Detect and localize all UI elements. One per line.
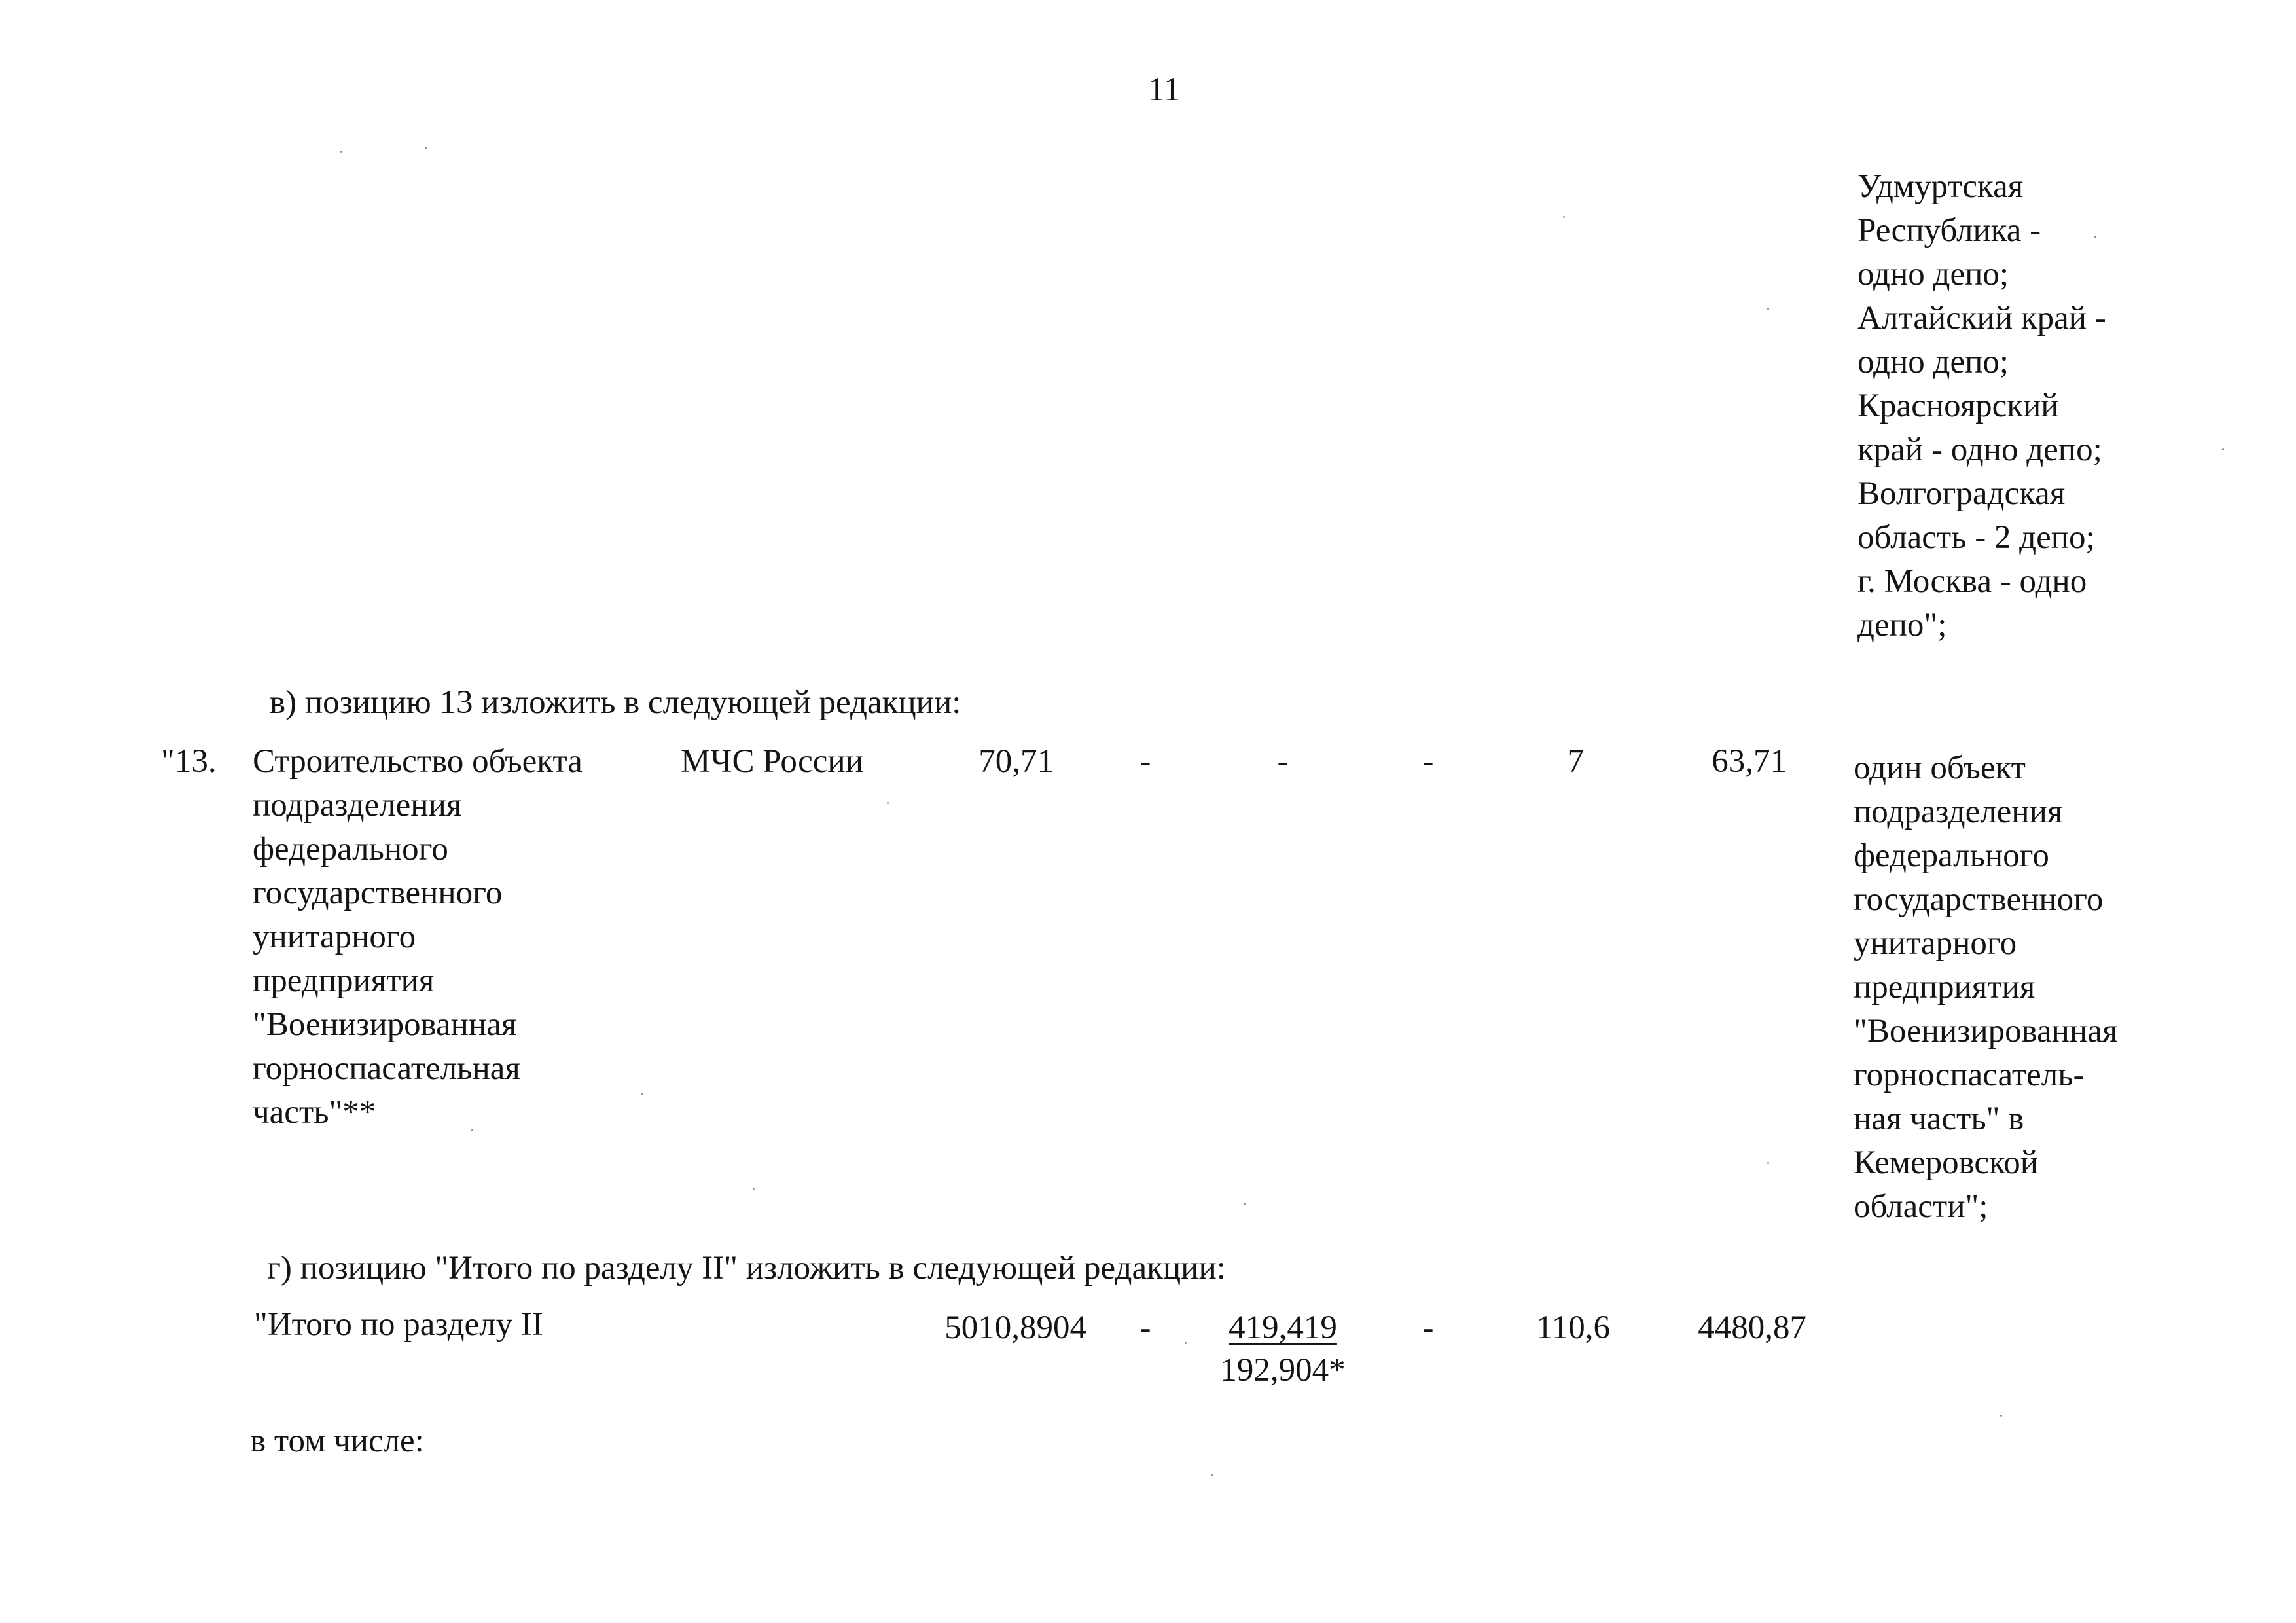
instruction-g: г) позицию "Итого по разделу II" изложить в следующей редакции:: [267, 1250, 1226, 1286]
total-label: "Итого по разделу II: [254, 1306, 543, 1343]
position-name-line: унитарного: [253, 919, 416, 955]
scan-speck: [471, 1129, 473, 1131]
scan-speck: [1185, 1342, 1187, 1344]
position-name-line: предприятия: [253, 962, 435, 999]
position-name-line: горноспасательная: [253, 1050, 520, 1087]
position-result-line: подразделения: [1854, 793, 2063, 830]
position-name-line: федерального: [253, 831, 448, 867]
position-result-line: "Военизированная: [1854, 1013, 2118, 1049]
continuation-line: Красноярский: [1857, 388, 2059, 424]
continuation-line: одно депо;: [1857, 344, 2009, 380]
scan-speck: [887, 802, 889, 804]
scan-speck: [641, 1093, 643, 1095]
scan-speck: [2000, 1415, 2002, 1417]
total-col3-note: 192,904*: [1220, 1352, 1346, 1389]
continuation-line: Волгоградская: [1857, 475, 2066, 512]
position-result-line: горноспасатель-: [1854, 1057, 2085, 1093]
total-value: 5010,8904: [944, 1309, 1086, 1346]
scan-speck: [2094, 236, 2096, 238]
total-col3-main: 419,419: [1229, 1309, 1337, 1346]
position-col4: -: [1422, 743, 1434, 780]
position-result-line: ная часть" в: [1854, 1101, 2024, 1137]
continuation-line: область - 2 депо;: [1857, 519, 2095, 556]
position-col2: -: [1139, 743, 1151, 780]
scan-speck: [1767, 1162, 1769, 1164]
continuation-line: край - одно депо;: [1857, 431, 2102, 468]
total-col6: 4480,87: [1698, 1309, 1806, 1346]
position-result-line: один объект: [1854, 750, 2026, 786]
scan-speck: [1563, 216, 1565, 218]
position-name-line: подразделения: [253, 787, 462, 824]
continuation-line: Удмуртская: [1857, 168, 2024, 205]
position-col5: 7: [1567, 743, 1584, 780]
position-total: 70,71: [978, 743, 1054, 780]
position-name-line: государственного: [253, 875, 503, 911]
continuation-line: депо";: [1857, 607, 1947, 644]
scan-speck: [1244, 1203, 1246, 1205]
position-result-line: унитарного: [1854, 925, 2017, 962]
position-number: "13.: [161, 743, 217, 780]
position-result-line: области";: [1854, 1188, 1988, 1225]
position-name-line: часть"**: [253, 1094, 376, 1131]
continuation-line: Республика -: [1857, 212, 2041, 249]
continuation-line: одно депо;: [1857, 256, 2009, 293]
position-result-line: федерального: [1854, 837, 2049, 874]
position-result-line: Кемеровской: [1854, 1144, 2039, 1181]
continuation-line: Алтайский край -: [1857, 300, 2106, 337]
instruction-v: в) позицию 13 изложить в следующей редакции:: [270, 684, 961, 721]
including-label: в том числе:: [250, 1423, 424, 1459]
scan-speck: [1211, 1474, 1213, 1476]
scan-speck: [1767, 308, 1769, 310]
position-col3: -: [1277, 743, 1289, 780]
position-name-line: Строительство объекта: [253, 743, 583, 780]
total-col5: 110,6: [1536, 1309, 1610, 1346]
total-col2: -: [1139, 1309, 1151, 1346]
scan-speck: [753, 1188, 755, 1190]
scan-speck: [340, 151, 342, 153]
continuation-line: г. Москва - одно: [1857, 563, 2087, 600]
position-result-line: предприятия: [1854, 969, 2036, 1006]
position-name-line: "Военизированная: [253, 1006, 517, 1043]
page-number: 11: [1148, 71, 1181, 108]
scan-speck: [425, 147, 427, 149]
position-result-line: государственного: [1854, 881, 2104, 918]
total-col4: -: [1422, 1309, 1434, 1346]
position-customer: МЧС России: [681, 743, 863, 780]
position-col6: 63,71: [1712, 743, 1787, 780]
scan-speck: [2222, 448, 2224, 450]
